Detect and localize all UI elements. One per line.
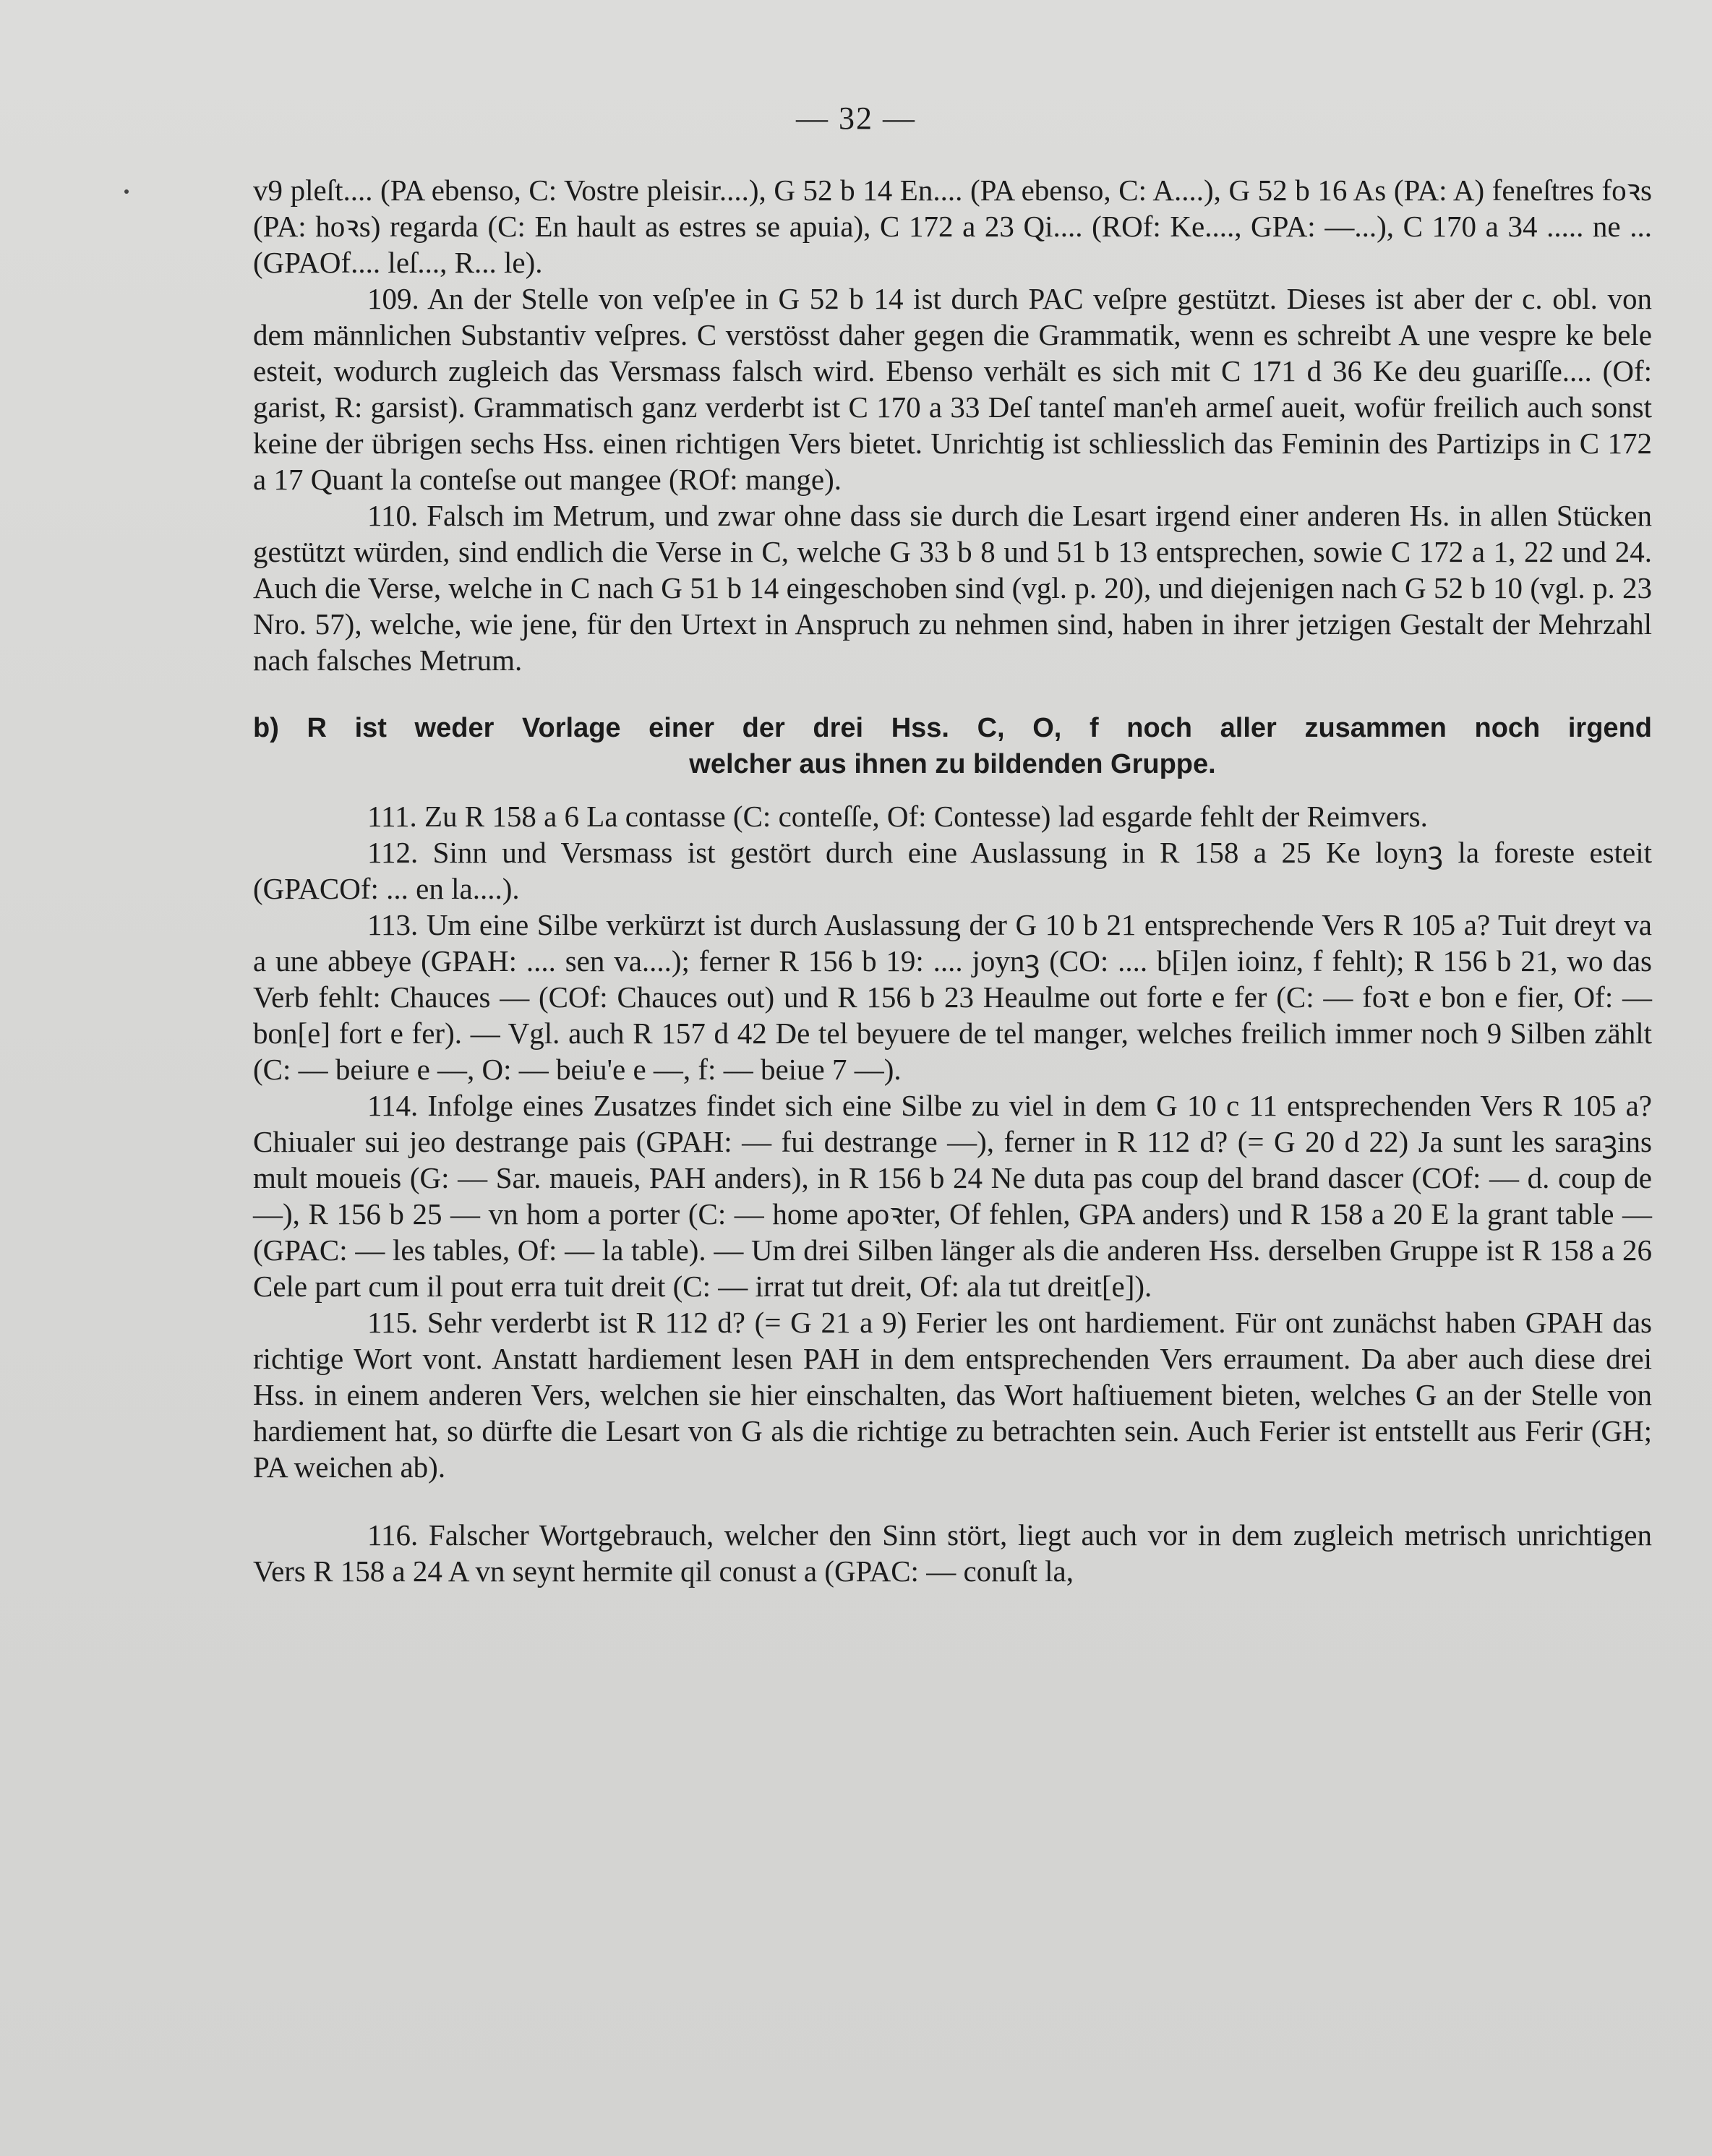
page-number: — 32 — — [796, 100, 916, 136]
section-heading — [253, 710, 1652, 782]
section-heading-line-1: b) R ist weder Vorlage einer der drei Hss. C, O, f noch aller zusammen noch irgend — [253, 713, 1652, 743]
paragraph-110: 110. Falsch im Metrum, und zwar ohne dass sie durch die Lesart irgend einer anderen Hs. in allen Stücken gestützt würden, sind endlich die Verse in C, welche G 33 b 8 und 51 b 13 entsprechen, sowie C 172 a 1, 22 und 24. Auch die Verse, welche in C nach G 51 b 14 eingeschoben sind (vgl. p. 20), und diejenigen nach G 52 b 10 (vgl. p. 23 Nro. 57), welche, wie jene, für den Urtext in Anspruch zu nehmen sind, haben in ihrer jetzigen Gestalt der Mehrzahl nach falsches Metrum. — [253, 499, 1652, 677]
section-heading-line-2: welcher aus ihnen zu bildenden Gruppe. — [689, 749, 1216, 779]
paragraph-111: 111. Zu R 158 a 6 La contasse (C: conteſſe, Of: Contesse) lad esgarde fehlt der Reimvers. — [367, 800, 1428, 833]
paragraph-116: 116. Falscher Wortgebrauch, welcher den Sinn stört, liegt auch vor in dem zugleich metrisch unrichtigen Vers R 158 a 24 A vn seynt hermite qil conust a (GPAC: — conuſt la, — [253, 1518, 1652, 1588]
body-text — [253, 172, 1652, 1589]
paragraph-114: 114. Infolge eines Zusatzes findet sich eine Silbe zu viel in dem G 10 c 11 entsprechenden Vers R 105 a? Chiualer sui jeo destrange pais (GPAH: — fui destrange —), ferner in R 112 d? (= G 20 d 22) Ja sunt les saraꝫins mult moueis (G: — Sar. maueis, PAH anders), in R 156 b 24 Ne duta pas coup del brand dascer (COf: — d. coup de —), R 156 b 25 — vn hom a porter (C: — home apoꝛter, Of fehlen, GPA anders) und R 158 a 20 E la grant table — (GPAC: — les tables, Of: — la table). — Um drei Silben länger als die anderen Hss. derselben Gruppe ist R 158 a 26 Cele part cum il pout erra tuit dreit (C: — irrat tut dreit, Of: ala tut dreit[e]). — [253, 1089, 1652, 1303]
margin-dot — [124, 189, 129, 194]
paragraph-115: 115. Sehr verderbt ist R 112 d? (= G 21 a 9) Ferier les ont hardiement. Für ont zunächst haben GPAH das richtige Wort vont. Anstatt hardiement lesen PAH in dem entsprechenden Vers erraument. Da aber auch diese drei Hss. in einem anderen Vers, welchen sie hier einschalten, das Wort haſtiuement bieten, welches G an der Stelle von hardiement hat, so dürfte die Lesart von G als die richtige zu betrachten sein. Auch Ferier ist entstellt aus Ferir (GH; PA weichen ab). — [253, 1306, 1652, 1484]
paragraph-112: 112. Sinn und Versmass ist gestört durch eine Auslassung in R 158 a 25 Ke loynꝫ la foreste esteit (GPACOf: ... en la....). — [253, 836, 1652, 905]
paragraph-113: 113. Um eine Silbe verkürzt ist durch Auslassung der G 10 b 21 entsprechende Vers R 105 a? Tuit dreyt va a une abbeye (GPAH: .... sen va....); ferner R 156 b 19: .... joynꝫ (CO: .... b[i]en ioinz, f fehlt); R 156 b 21, wo das Verb fehlt: Chauces — (COf: Chauces out) und R 156 b 23 Heaulme out forte e fer (C: — foꝛt e bon e fier, Of: — bon[e] fort e fer). — Vgl. auch R 157 d 42 De tel beyuere de tel manger, welches freilich immer noch 9 Silben zählt (C: — beiure e —, O: — beiu'e e —, f: — beiue 7 —). — [253, 908, 1652, 1086]
paragraph-continuation: v9 pleſt.... (PA ebenso, C: Vostre pleisir....), G 52 b 14 En.... (PA ebenso, C: A....), G 52 b 16 As (PA: A) feneſtres foꝛs (PA: hoꝛs) regarda (C: En hault as estres se apuia), C 172 a 23 Qi.... (ROf: Ke...., GPA: —...), C 170 a 34 ..... ne ... (GPAOf.... leſ..., R... le). — [253, 174, 1652, 279]
paragraph-109: 109. An der Stelle von veſp'ee in G 52 b 14 ist durch PAC veſpre gestützt. Dieses ist aber der c. obl. von dem männlichen Substantiv veſpres. C verstösst daher gegen die Grammatik, wenn es schreibt A une vespre ke bele esteit, wodurch zugleich das Versmass falsch wird. Ebenso verhält es sich mit C 171 d 36 Ke deu guariſſe.... (Of: garist, R: garsist). Grammatisch ganz verderbt ist C 170 a 33 Deſ tanteſ man'eh armeſ aueit, wofür freilich auch sonst keine der übrigen sechs Hss. einen richtigen Vers bietet. Unrichtig ist schliesslich das Feminin des Partizips in C 172 a 17 Quant la conteſse out mangee (ROf: mange). — [253, 282, 1652, 496]
